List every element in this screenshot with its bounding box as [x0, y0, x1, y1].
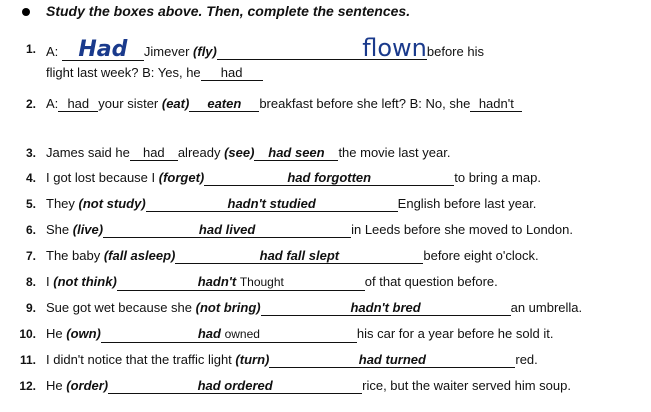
item-text: breakfast before she left? B: No, she	[259, 96, 471, 111]
item-text: Sue got wet because she	[46, 300, 196, 315]
item-text: before eight o'clock.	[423, 248, 539, 263]
item-text: Jimever	[143, 44, 194, 59]
handwritten-answer: flown	[362, 34, 427, 62]
verb-prompt: (not bring)	[195, 300, 261, 315]
answer-blank[interactable]	[470, 96, 522, 112]
item-text: in Leeds before she moved to London.	[351, 222, 573, 237]
answer-blank[interactable]	[146, 196, 398, 212]
item-text: English before last year.	[397, 196, 537, 211]
verb-prompt: (eat)	[161, 96, 190, 111]
verb-prompt: (fly)	[193, 44, 217, 59]
exercise-item-2	[0, 94, 651, 116]
answer-blank[interactable]	[204, 170, 454, 186]
exercise-item-4	[0, 168, 651, 190]
exercise-item-3	[0, 143, 651, 165]
verb-prompt: (see)	[224, 145, 255, 160]
item-number: 12.	[19, 379, 36, 393]
item-number: 9.	[25, 301, 36, 315]
item-number: 5.	[25, 197, 36, 211]
answer-blank[interactable]	[101, 326, 357, 343]
answer-blank[interactable]	[58, 96, 98, 112]
verb-prompt: (turn)	[235, 352, 270, 367]
item-text: He	[46, 378, 67, 393]
exercise-item-5	[0, 194, 651, 216]
item-text: I got lost because I	[46, 170, 159, 185]
item-text: flight last week? B: Yes, he	[46, 65, 201, 80]
answer-blank[interactable]	[201, 65, 263, 81]
answer-text: eaten	[207, 96, 242, 111]
answer-text: had	[67, 96, 90, 111]
item-number: 6.	[25, 223, 36, 237]
verb-prompt: (forget)	[158, 170, 205, 185]
answer-text: had	[197, 326, 221, 341]
exercise-item-1	[0, 36, 651, 80]
answer-blank[interactable]	[217, 34, 427, 62]
answer-text: had	[220, 65, 243, 80]
verb-prompt: (live)	[72, 222, 104, 237]
answer-blank[interactable]	[269, 352, 515, 368]
answer-text: Thought	[239, 275, 284, 289]
instructions-heading	[0, 0, 651, 24]
answer-text: had ordered	[197, 378, 273, 393]
verb-prompt: (not think)	[53, 274, 117, 289]
item-text: They	[46, 196, 79, 211]
item-text: the movie last year.	[338, 145, 451, 160]
answer-text: had turned	[358, 352, 426, 367]
answer-text: had	[142, 145, 165, 160]
answer-text: hadn't studied	[227, 196, 316, 211]
verb-prompt: (fall asleep)	[103, 248, 176, 263]
item-text: already	[177, 145, 225, 160]
item-number: 8.	[25, 275, 36, 289]
item-number: 7.	[25, 249, 36, 263]
answer-text: owned	[224, 327, 260, 341]
exercise-item-6	[0, 220, 651, 242]
instructions-text: Study the boxes above. Then, complete the sentences.	[46, 3, 411, 19]
answer-text: had lived	[198, 222, 256, 237]
answer-blank[interactable]	[175, 248, 423, 264]
item-text: rice, but the waiter served him soup.	[362, 378, 571, 393]
item-text: your sister	[98, 96, 162, 111]
item-text: red.	[515, 352, 538, 367]
item-text: I didn't notice that the traffic light	[46, 352, 236, 367]
handwritten-answer: Had	[78, 37, 128, 62]
answer-blank[interactable]	[117, 274, 365, 291]
answer-text: hadn't	[197, 274, 237, 289]
answer-text: hadn't	[478, 96, 514, 111]
answer-blank[interactable]	[261, 300, 511, 316]
answer-blank[interactable]	[103, 222, 351, 238]
item-text: I	[46, 274, 54, 289]
item-number: 11.	[19, 353, 36, 367]
item-number: 10.	[19, 327, 36, 341]
item-number: 4.	[25, 171, 36, 185]
answer-blank[interactable]	[62, 37, 144, 62]
item-text: The baby	[46, 248, 104, 263]
item-text: She	[46, 222, 73, 237]
item-number: 2.	[25, 97, 36, 111]
answer-blank[interactable]	[254, 145, 338, 161]
exercise-item-11	[0, 350, 651, 372]
exercise-item-8	[0, 272, 651, 294]
item-number: 3.	[25, 146, 36, 160]
exercise-item-9	[0, 298, 651, 320]
verb-prompt: (own)	[66, 326, 101, 341]
item-text: before his	[426, 44, 484, 59]
exercise-item-12	[0, 376, 651, 398]
answer-blank[interactable]	[130, 145, 178, 161]
item-number: 1.	[25, 42, 36, 56]
answer-blank[interactable]	[108, 378, 362, 394]
exercise-item-10	[0, 324, 651, 346]
answer-blank[interactable]	[189, 96, 259, 112]
answer-text: had forgotten	[287, 170, 372, 185]
item-text: A:	[46, 44, 62, 59]
verb-prompt: (order)	[66, 378, 109, 393]
item-text: to bring a map.	[454, 170, 541, 185]
item-text: James said he	[46, 145, 130, 160]
exercise-item-7	[0, 246, 651, 268]
answer-text: hadn't bred	[350, 300, 421, 315]
answer-text: had fall slept	[259, 248, 340, 263]
item-text: an umbrella.	[510, 300, 583, 315]
verb-prompt: (not study)	[78, 196, 146, 211]
answer-text: had seen	[268, 145, 325, 160]
item-text: A:	[46, 96, 59, 111]
item-text: He	[46, 326, 67, 341]
bullet-icon	[22, 8, 30, 16]
item-text: his car for a year before he sold it.	[356, 326, 554, 341]
item-text: of that question before.	[364, 274, 498, 289]
